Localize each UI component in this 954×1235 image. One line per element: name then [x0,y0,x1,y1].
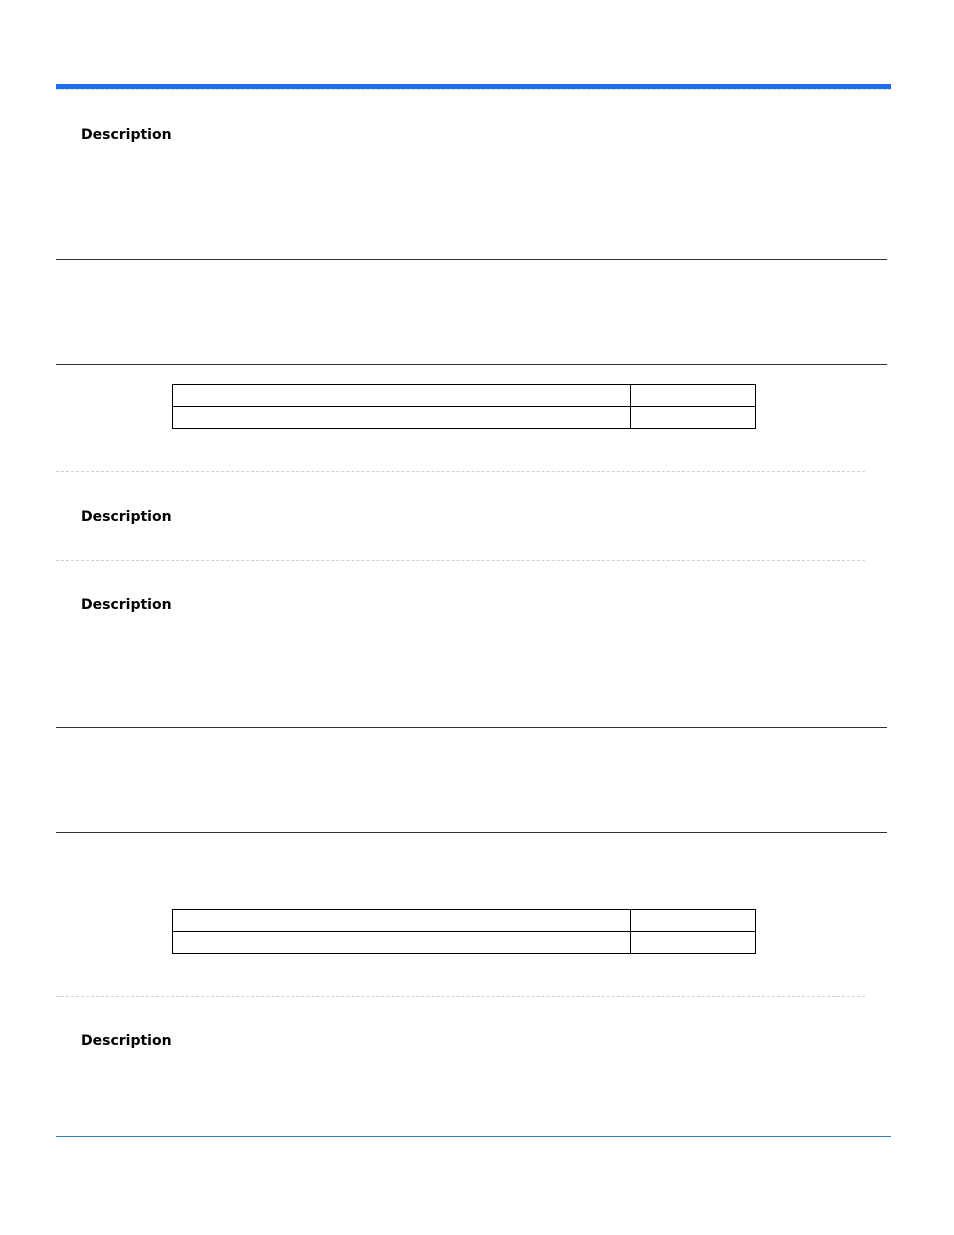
footer-rule [56,1136,891,1137]
divider-rule-2 [56,364,887,365]
dashed-separator-1 [56,471,865,472]
table-cell [631,932,756,954]
table-cell [631,407,756,429]
dashed-separator-3 [56,996,865,997]
divider-rule-3 [56,727,887,728]
table-cell [173,385,631,407]
dashed-separator-2 [56,560,865,561]
divider-rule-1 [56,259,887,260]
table-cell [173,910,631,932]
table-row [173,385,756,407]
section-heading-1: Description [81,127,172,143]
table-cell [173,932,631,954]
section-heading-4: Description [81,1033,172,1049]
table-row [173,932,756,954]
table-cell [173,407,631,429]
data-table-2 [172,909,756,954]
table-cell [631,385,756,407]
section-heading-2: Description [81,509,172,525]
table-row [173,407,756,429]
divider-rule-4 [56,832,887,833]
data-table-1 [172,384,756,429]
section-heading-3: Description [81,597,172,613]
header-dashed-rule [56,89,891,90]
table-row [173,910,756,932]
table-cell [631,910,756,932]
